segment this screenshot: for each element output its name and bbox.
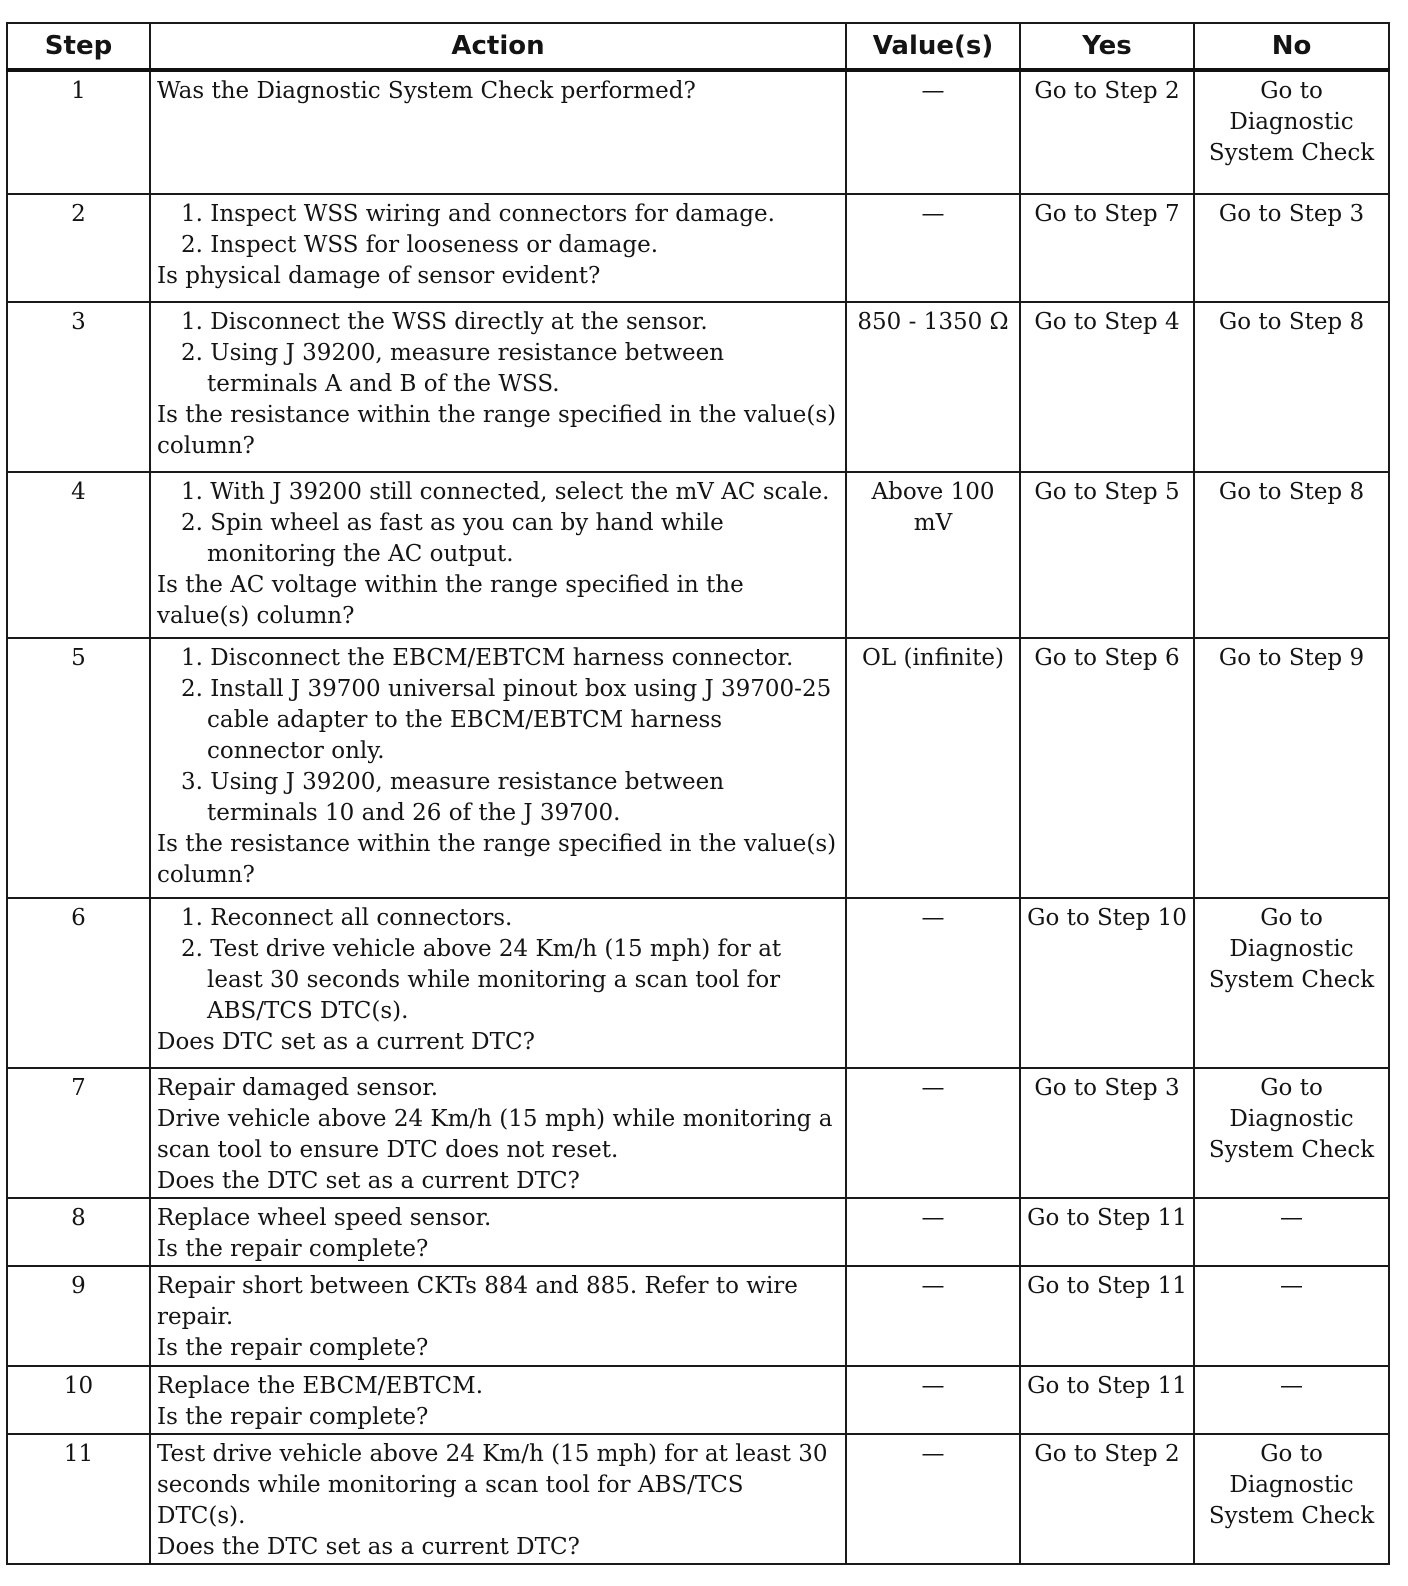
header-yes: Yes xyxy=(1020,23,1194,70)
diagnostic-page xyxy=(6,22,1388,1565)
action-substep: 2. Spin wheel as fast as you can by hand while monitoring the AC output. xyxy=(181,510,724,567)
action-text: Drive vehicle above 24 Km/h (15 mph) while monitoring a scan tool to ensure DTC does not reset. xyxy=(157,1106,833,1163)
step-number: 11 xyxy=(7,1434,150,1564)
action-substep: 1. Disconnect the EBCM/EBTCM harness connector. xyxy=(181,645,794,671)
table-row xyxy=(7,1068,1389,1198)
header-no: No xyxy=(1194,23,1389,70)
no-cell: Go to Diagnostic System Check xyxy=(1194,898,1389,1068)
no-cell: Go to Diagnostic System Check xyxy=(1194,70,1389,194)
action-text: Is the resistance within the range specified in the value(s) column? xyxy=(157,402,837,459)
yes-cell: Go to Step 11 xyxy=(1020,1366,1194,1434)
action-cell xyxy=(150,1434,846,1564)
action-substep: 2. Using J 39200, measure resistance between terminals A and B of the WSS. xyxy=(181,340,725,397)
action-cell xyxy=(150,1198,846,1266)
action-substep: 3. Using J 39200, measure resistance between terminals 10 and 26 of the J 39700. xyxy=(181,769,725,826)
value-cell: — xyxy=(846,898,1020,1068)
table-row xyxy=(7,1366,1389,1434)
table-row xyxy=(7,194,1389,302)
step-number: 2 xyxy=(7,194,150,302)
step-number: 10 xyxy=(7,1366,150,1434)
action-substep: 2. Inspect WSS for looseness or damage. xyxy=(181,232,659,258)
value-cell: — xyxy=(846,1068,1020,1198)
step-number: 8 xyxy=(7,1198,150,1266)
yes-cell: Go to Step 11 xyxy=(1020,1266,1194,1366)
value-cell: — xyxy=(846,1366,1020,1434)
action-cell xyxy=(150,1266,846,1366)
action-text: Does the DTC set as a current DTC? xyxy=(157,1534,580,1560)
action-substep: 1. With J 39200 still connected, select the mV AC scale. xyxy=(181,479,830,505)
yes-cell: Go to Step 4 xyxy=(1020,302,1194,472)
action-cell xyxy=(150,898,846,1068)
value-cell: — xyxy=(846,70,1020,194)
step-number: 7 xyxy=(7,1068,150,1198)
yes-cell: Go to Step 11 xyxy=(1020,1198,1194,1266)
no-cell: — xyxy=(1194,1266,1389,1366)
action-cell xyxy=(150,302,846,472)
value-cell: — xyxy=(846,194,1020,302)
no-cell: Go to Step 9 xyxy=(1194,638,1389,898)
step-number: 6 xyxy=(7,898,150,1068)
yes-cell: Go to Step 7 xyxy=(1020,194,1194,302)
step-number: 1 xyxy=(7,70,150,194)
action-substep: 1. Inspect WSS wiring and connectors for damage. xyxy=(181,201,775,227)
step-number: 3 xyxy=(7,302,150,472)
action-substep: 1. Disconnect the WSS directly at the sensor. xyxy=(181,309,708,335)
action-text: Replace wheel speed sensor. xyxy=(157,1205,492,1231)
yes-cell: Go to Step 6 xyxy=(1020,638,1194,898)
value-cell: — xyxy=(846,1266,1020,1366)
table-row xyxy=(7,70,1389,194)
action-text: Is the repair complete? xyxy=(157,1236,429,1262)
yes-cell: Go to Step 10 xyxy=(1020,898,1194,1068)
no-cell: — xyxy=(1194,1366,1389,1434)
yes-cell: Go to Step 5 xyxy=(1020,472,1194,638)
action-substep: 1. Reconnect all connectors. xyxy=(181,905,513,931)
action-text: Test drive vehicle above 24 Km/h (15 mph) for at least 30 seconds while monitoring a scan tool for ABS/TCS DTC(s). xyxy=(157,1441,828,1529)
action-text: Replace the EBCM/EBTCM. xyxy=(157,1373,484,1399)
no-cell: Go to Diagnostic System Check xyxy=(1194,1434,1389,1564)
header-action: Action xyxy=(150,23,846,70)
diagnostic-table xyxy=(6,22,1390,1565)
table-row xyxy=(7,1434,1389,1564)
no-cell: — xyxy=(1194,1198,1389,1266)
value-cell: OL (infinite) xyxy=(846,638,1020,898)
no-cell: Go to Step 8 xyxy=(1194,302,1389,472)
step-number: 9 xyxy=(7,1266,150,1366)
action-text: Is the AC voltage within the range specified in the value(s) column? xyxy=(157,572,744,629)
value-cell: Above 100 mV xyxy=(846,472,1020,638)
step-number: 5 xyxy=(7,638,150,898)
no-cell: Go to Step 3 xyxy=(1194,194,1389,302)
yes-cell: Go to Step 3 xyxy=(1020,1068,1194,1198)
action-substep: 2. Test drive vehicle above 24 Km/h (15 mph) for at least 30 seconds while monitoring a scan tool for ABS/TCS DTC(s). xyxy=(181,936,782,1024)
action-text: Is the resistance within the range specified in the value(s) column? xyxy=(157,831,837,888)
yes-cell: Go to Step 2 xyxy=(1020,1434,1194,1564)
yes-cell: Go to Step 2 xyxy=(1020,70,1194,194)
action-cell xyxy=(150,1068,846,1198)
value-cell: — xyxy=(846,1434,1020,1564)
action-cell xyxy=(150,194,846,302)
action-substep: 2. Install J 39700 universal pinout box using J 39700-25 cable adapter to the EBCM/EBTCM harness connector only. xyxy=(181,676,832,764)
action-text: Is physical damage of sensor evident? xyxy=(157,263,601,289)
table-body xyxy=(7,70,1389,1564)
table-row xyxy=(7,472,1389,638)
action-text: Does DTC set as a current DTC? xyxy=(157,1029,535,1055)
table-row xyxy=(7,898,1389,1068)
action-text: Was the Diagnostic System Check performed? xyxy=(157,78,696,104)
action-cell xyxy=(150,472,846,638)
table-row xyxy=(7,302,1389,472)
action-cell xyxy=(150,1366,846,1434)
action-text: Is the repair complete? xyxy=(157,1335,429,1361)
table-row xyxy=(7,1266,1389,1366)
action-text: Repair damaged sensor. xyxy=(157,1075,439,1101)
header-step: Step xyxy=(7,23,150,70)
action-text: Is the repair complete? xyxy=(157,1404,429,1430)
action-text: Repair short between CKTs 884 and 885. Refer to wire repair. xyxy=(157,1273,798,1330)
value-cell: — xyxy=(846,1198,1020,1266)
step-number: 4 xyxy=(7,472,150,638)
action-cell xyxy=(150,638,846,898)
table-row xyxy=(7,638,1389,898)
table-row xyxy=(7,1198,1389,1266)
header-values: Value(s) xyxy=(846,23,1020,70)
action-text: Does the DTC set as a current DTC? xyxy=(157,1168,580,1194)
action-cell xyxy=(150,70,846,194)
header-row xyxy=(7,23,1389,70)
value-cell: 850 - 1350 Ω xyxy=(846,302,1020,472)
no-cell: Go to Step 8 xyxy=(1194,472,1389,638)
no-cell: Go to Diagnostic System Check xyxy=(1194,1068,1389,1198)
